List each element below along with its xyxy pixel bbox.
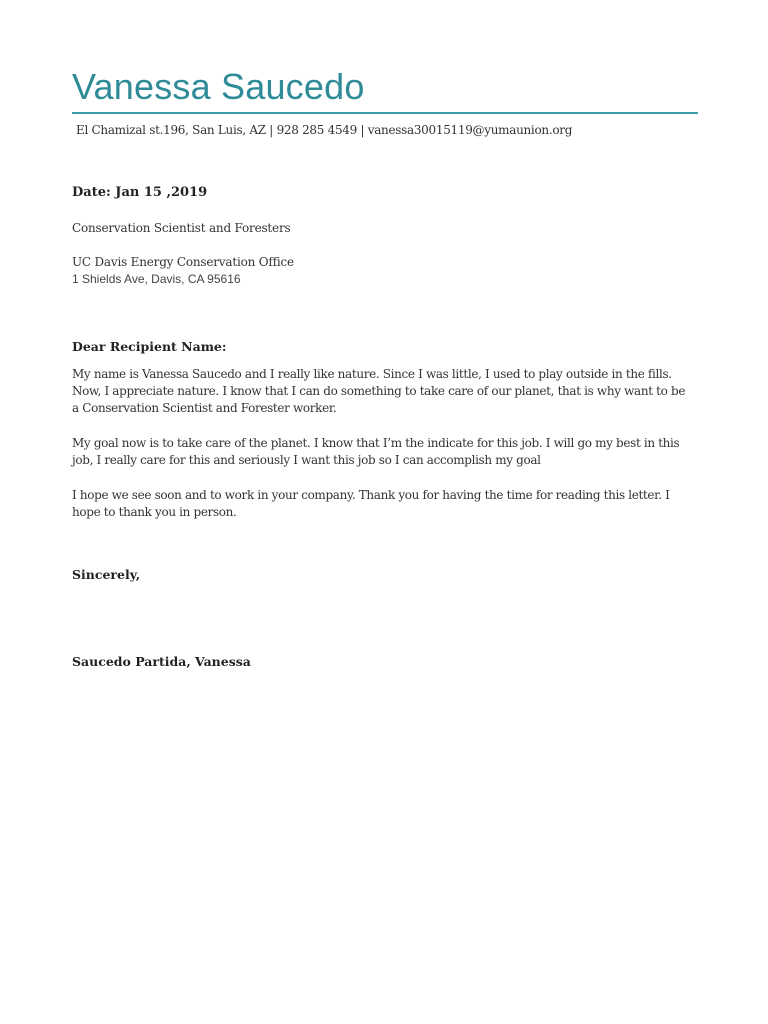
paragraph-line: My goal now is to take care of the planet. I know that I’m the indicate for this job. I will go my best in this bbox=[72, 436, 680, 450]
recipient-title: Conservation Scientist and Foresters bbox=[72, 221, 291, 235]
recipient-address: 1 Shields Ave, Davis, CA 95616 bbox=[72, 272, 241, 286]
paragraph-line: I hope we see soon and to work in your company. Thank you for having the time for reading this letter. I bbox=[72, 488, 670, 502]
body-paragraph-2 bbox=[72, 435, 702, 469]
body-paragraph-1 bbox=[72, 366, 702, 417]
letter-date: Date: Jan 15 ,2019 bbox=[72, 185, 208, 200]
sender-contact-line: El Chamizal st.196, San Luis, AZ | 928 285 4549 | vanessa30015119@yumaunion.org bbox=[76, 123, 573, 137]
header-divider bbox=[72, 112, 698, 114]
body-paragraph-3 bbox=[72, 487, 702, 521]
sender-name: Vanessa Saucedo bbox=[72, 66, 365, 107]
closing: Sincerely, bbox=[72, 567, 141, 582]
salutation: Dear Recipient Name: bbox=[72, 339, 227, 354]
paragraph-line: Now, I appreciate nature. I know that I can do something to take care of our planet, that is why want to be bbox=[72, 384, 686, 398]
recipient-office: UC Davis Energy Conservation Office bbox=[72, 255, 294, 269]
paragraph-line: hope to thank you in person. bbox=[72, 505, 237, 519]
paragraph-line: job, I really care for this and seriously I want this job so I can accomplish my goal bbox=[72, 453, 541, 467]
paragraph-line: My name is Vanessa Saucedo and I really like nature. Since I was little, I used to play outside in the fills. bbox=[72, 367, 672, 381]
signature-name: Saucedo Partida, Vanessa bbox=[72, 654, 251, 669]
paragraph-line: a Conservation Scientist and Forester worker. bbox=[72, 401, 337, 415]
